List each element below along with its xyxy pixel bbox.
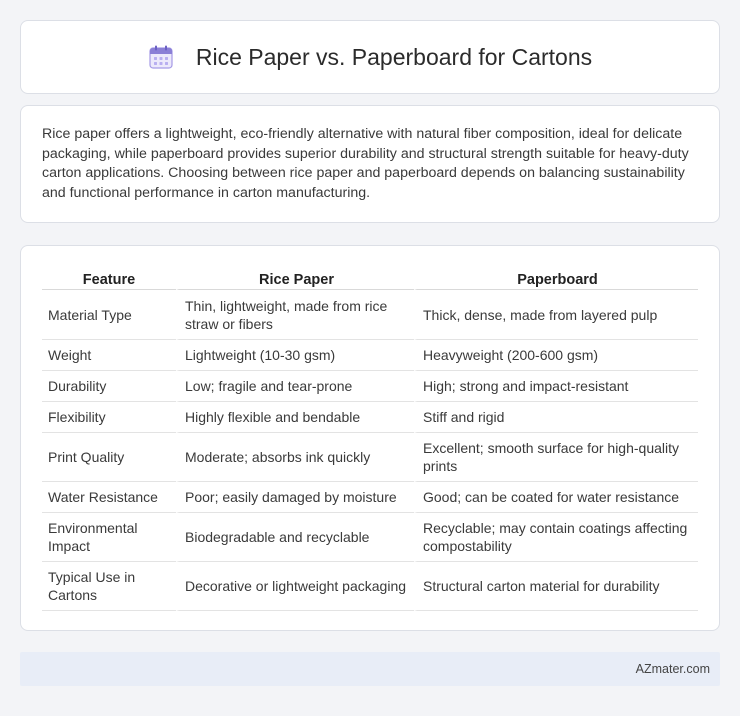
table-row	[42, 290, 698, 340]
table-row	[42, 513, 698, 562]
paperboard-cell: Thick, dense, made from layered pulp	[414, 290, 698, 340]
paperboard-cell: Recyclable; may contain coatings affecting compostability	[414, 513, 698, 562]
feature-cell: Flexibility	[42, 402, 176, 433]
intro-card	[20, 105, 720, 223]
calendar-icon	[148, 44, 174, 70]
feature-cell: Print Quality	[42, 433, 176, 482]
feature-cell: Environmental Impact	[42, 513, 176, 562]
paperboard-cell: Good; can be coated for water resistance	[414, 482, 698, 513]
feature-cell: Material Type	[42, 290, 176, 340]
comparison-card	[20, 245, 720, 631]
rice-paper-cell: Decorative or lightweight packaging	[176, 562, 414, 611]
comparison-table	[42, 264, 698, 611]
rice-paper-cell: Low; fragile and tear-prone	[176, 371, 414, 402]
header-paperboard: Paperboard	[414, 264, 698, 290]
rice-paper-cell: Highly flexible and bendable	[176, 402, 414, 433]
rice-paper-cell: Lightweight (10-30 gsm)	[176, 340, 414, 371]
table-header-row	[42, 264, 698, 290]
header-rice-paper: Rice Paper	[176, 264, 414, 290]
table-row	[42, 402, 698, 433]
rice-paper-cell: Moderate; absorbs ink quickly	[176, 433, 414, 482]
rice-paper-cell: Poor; easily damaged by moisture	[176, 482, 414, 513]
paperboard-cell: Stiff and rigid	[414, 402, 698, 433]
table-row	[42, 482, 698, 513]
table-row	[42, 562, 698, 611]
feature-cell: Water Resistance	[42, 482, 176, 513]
footer-site-label: AZmater.com	[635, 662, 710, 676]
intro-paragraph: Rice paper offers a lightweight, eco-friendly alternative with natural fiber composition, ideal for delicate packaging, while paperboard provides superior durability and structural strength suitable for heavy-duty carton applications. Choosing between rice paper and paperboard depends on balancing sustainability and functional performance in carton manufacturing.	[42, 126, 689, 201]
feature-cell: Typical Use in Cartons	[42, 562, 176, 611]
table-row	[42, 433, 698, 482]
feature-cell: Weight	[42, 340, 176, 371]
footer-bar	[20, 652, 720, 686]
table-row	[42, 371, 698, 402]
paperboard-cell: Heavyweight (200-600 gsm)	[414, 340, 698, 371]
rice-paper-cell: Thin, lightweight, made from rice straw or fibers	[176, 290, 414, 340]
paperboard-cell: Structural carton material for durability	[414, 562, 698, 611]
table-row	[42, 340, 698, 371]
paperboard-cell: High; strong and impact-resistant	[414, 371, 698, 402]
header-feature: Feature	[42, 264, 176, 290]
paperboard-cell: Excellent; smooth surface for high-quality prints	[414, 433, 698, 482]
rice-paper-cell: Biodegradable and recyclable	[176, 513, 414, 562]
page-title: Rice Paper vs. Paperboard for Cartons	[195, 43, 593, 70]
title-card	[20, 20, 720, 94]
feature-cell: Durability	[42, 371, 176, 402]
